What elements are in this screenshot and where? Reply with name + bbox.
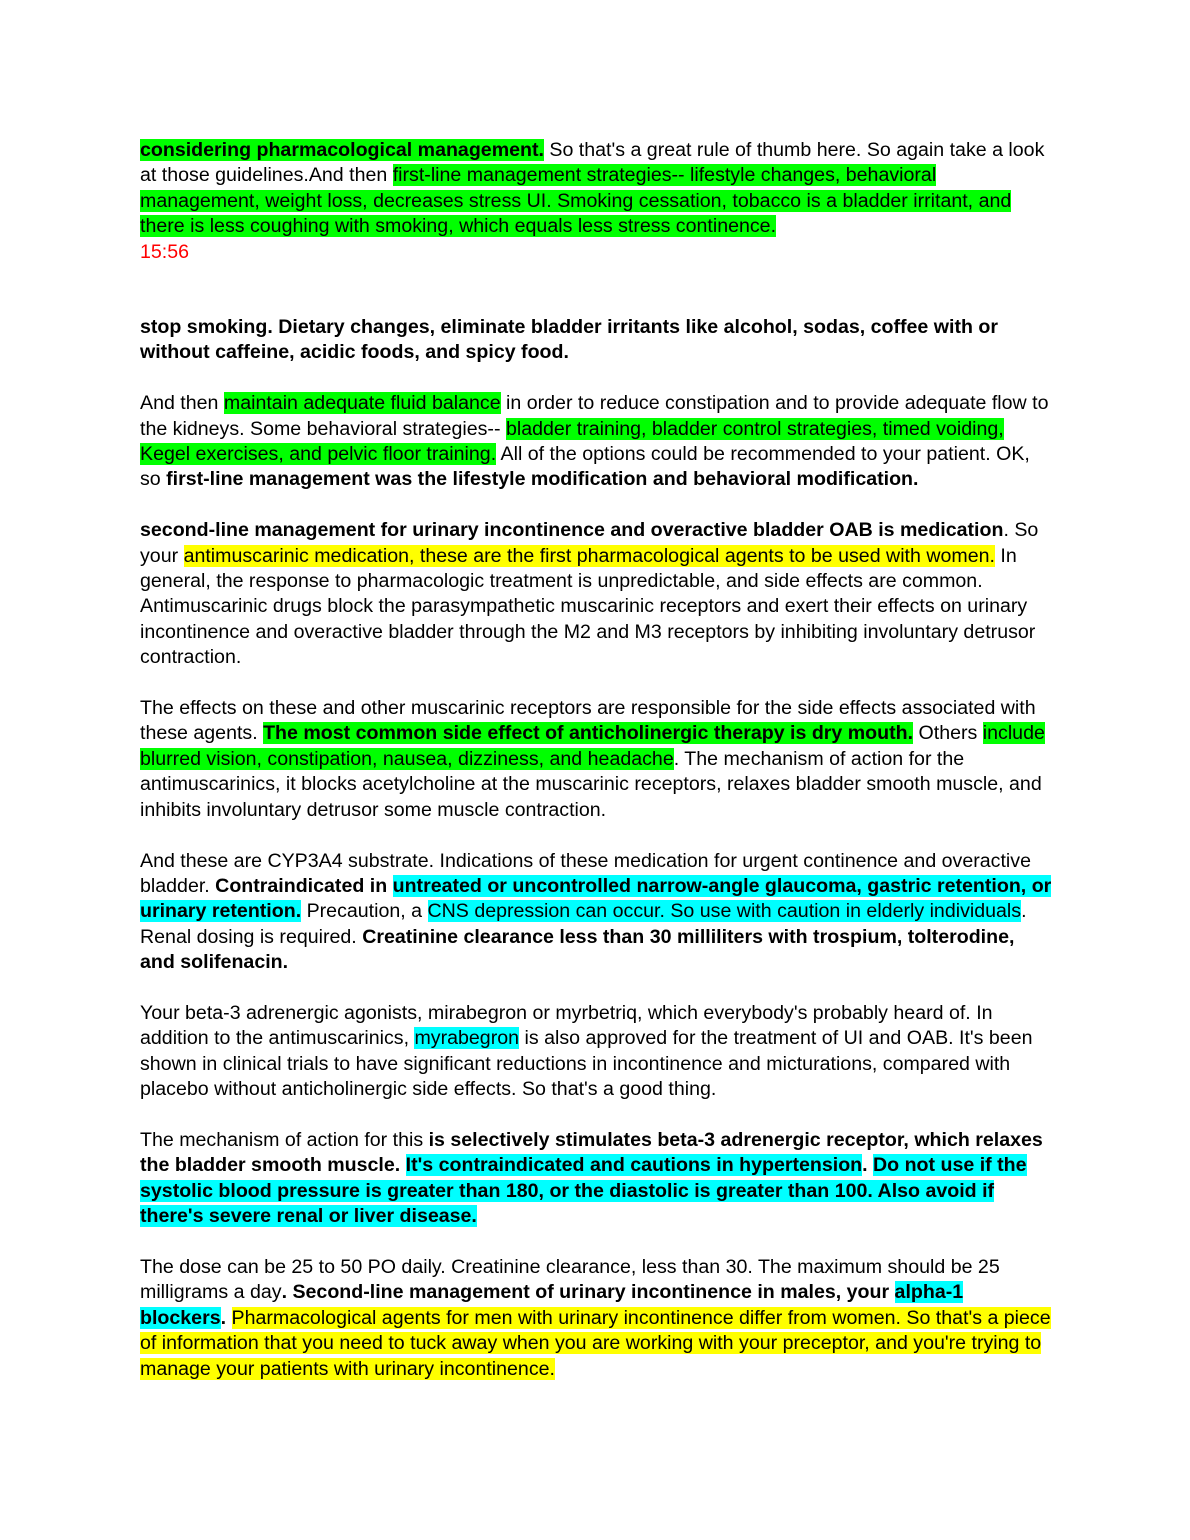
text-span: bladder training, bladder control strategies, timed voiding, Kegel exercises, and pelvic floor training. — [140, 417, 1004, 466]
timestamp: 15:56 — [140, 240, 190, 263]
paragraph-8 — [140, 1128, 1052, 1230]
text-span: . — [862, 1154, 874, 1177]
text-span: So that's a great rule of thumb here. So again take a look at those guidelines.And then — [140, 139, 1045, 187]
text-span: It's contraindicated and cautions in hypertension — [405, 1154, 863, 1177]
text-span: The most common side effect of anticholinergic therapy is dry mouth. — [263, 722, 914, 745]
paragraph-6 — [140, 849, 1052, 976]
text-span: is selectively stimulates beta-3 adrenergic receptor, which relaxes the bladder smooth muscle. — [140, 1128, 1043, 1177]
paragraph-3 — [140, 391, 1052, 493]
text-span: . So your — [140, 519, 1039, 567]
text-span: antimuscarinic medication, these are the first pharmacological agents to be used with women. — [183, 544, 995, 567]
text-span: maintain adequate fluid balance — [223, 392, 501, 415]
text-span: In general, the response to pharmacologic treatment is unpredictable, and side effects are common. Antimuscarinic drugs block the parasympathetic muscarinic receptors and exert their effects on urinary incontinence and overactive bladder through the M2 and M3 receptors by inhibiting involuntary detrusor contraction. — [140, 544, 1036, 669]
text-span: is also approved for the treatment of UI and OAB. It's been shown in clinical trials to have significant reductions in incontinence and micturations, compared with placebo without anticholinergic side effects. So that's a good thing. — [140, 1027, 1033, 1101]
text-span: Contraindicated in — [215, 874, 393, 897]
text-span: Others — [913, 722, 983, 745]
text-span: alpha-1 blockers — [140, 1281, 964, 1329]
paragraph-5 — [140, 696, 1052, 823]
document-page — [140, 138, 1052, 1382]
text-span: stop smoking. Dietary changes, eliminate bladder irritants like alcohol, sodas, coffee with or without caffeine, acidic foods, and spicy food. — [140, 316, 998, 364]
text-span: . The mechanism of action for the antimuscarinics, it blocks acetylcholine at the muscarinic receptors, relaxes bladder smooth muscle, and inhibits involuntary detrusor some muscle contraction. — [140, 747, 1042, 821]
text-span: And then — [140, 392, 224, 415]
text-span: Pharmacological agents for men with urinary incontinence differ from women. So that's a piece of information that you need to tuck away when you are working with your preceptor, and you're trying to manage your patients with urinary incontinence. — [140, 1306, 1051, 1380]
text-span: include blurred vision, constipation, nausea, dizziness, and headache — [140, 722, 1045, 770]
text-span: The effects on these and other muscarinic receptors are responsible for the side effects associated with these agents. — [140, 697, 1036, 745]
text-span: second-line management for urinary incontinence and overactive bladder OAB is medication — [140, 519, 1004, 542]
text-span: The dose can be 25 to 50 PO daily. Creatinine clearance, less than 30. The maximum should be 25 milligrams a day — [140, 1255, 1000, 1304]
text-span: first-line management was the lifestyle modification and behavioral modification. — [166, 468, 919, 491]
text-span: . Renal dosing is required. — [140, 900, 1027, 948]
text-span: And these are CYP3A4 substrate. Indications of these medication for urgent continence and overactive bladder. — [140, 849, 1031, 897]
text-span: Do not use if the systolic blood pressure is greater than 180, or the diastolic is greater than 100. Also avoid if there's severe renal or liver disease. — [140, 1154, 1027, 1228]
text-span: . Second-line management of urinary incontinence in males, your — [281, 1281, 895, 1304]
text-span: first-line management strategies-- lifestyle changes, behavioral management, weight loss, decreases stress UI. Smoking cessation, tobacco is a bladder irritant, and there is less coughing with smoking, which equals less stress continence. — [140, 164, 1012, 238]
text-span: Creatinine clearance less than 30 milliliters with trospium, tolterodine, and solifenacin. — [140, 925, 1015, 974]
paragraph-2 — [140, 315, 1052, 366]
paragraph-9 — [140, 1255, 1052, 1382]
text-span: in order to reduce constipation and to provide adequate flow to the kidneys. Some behavioral strategies-- — [140, 392, 1049, 440]
text-span: untreated or uncontrolled narrow-angle glaucoma, gastric retention, or urinary retention. — [140, 874, 1052, 923]
text-span: CNS depression can occur. So use with caution in elderly individuals — [427, 900, 1022, 923]
text-span — [226, 1307, 231, 1329]
text-span: myrabegron — [414, 1027, 520, 1050]
text-span: All of the options could be recommended to your patient. OK, so — [140, 443, 1030, 491]
text-span: . — [220, 1306, 227, 1329]
paragraph-7 — [140, 1001, 1052, 1103]
text-span: The mechanism of action for this — [140, 1128, 429, 1151]
paragraph-1 — [140, 138, 1052, 240]
text-span: Precaution, a — [301, 900, 428, 923]
text-span: considering pharmacological management. — [140, 139, 544, 161]
text-span: Your beta-3 adrenergic agonists, mirabegron or myrbetriq, which everybody's probably heard of. In addition to the antimuscarinics, — [140, 1001, 993, 1050]
paragraph-4 — [140, 518, 1052, 670]
